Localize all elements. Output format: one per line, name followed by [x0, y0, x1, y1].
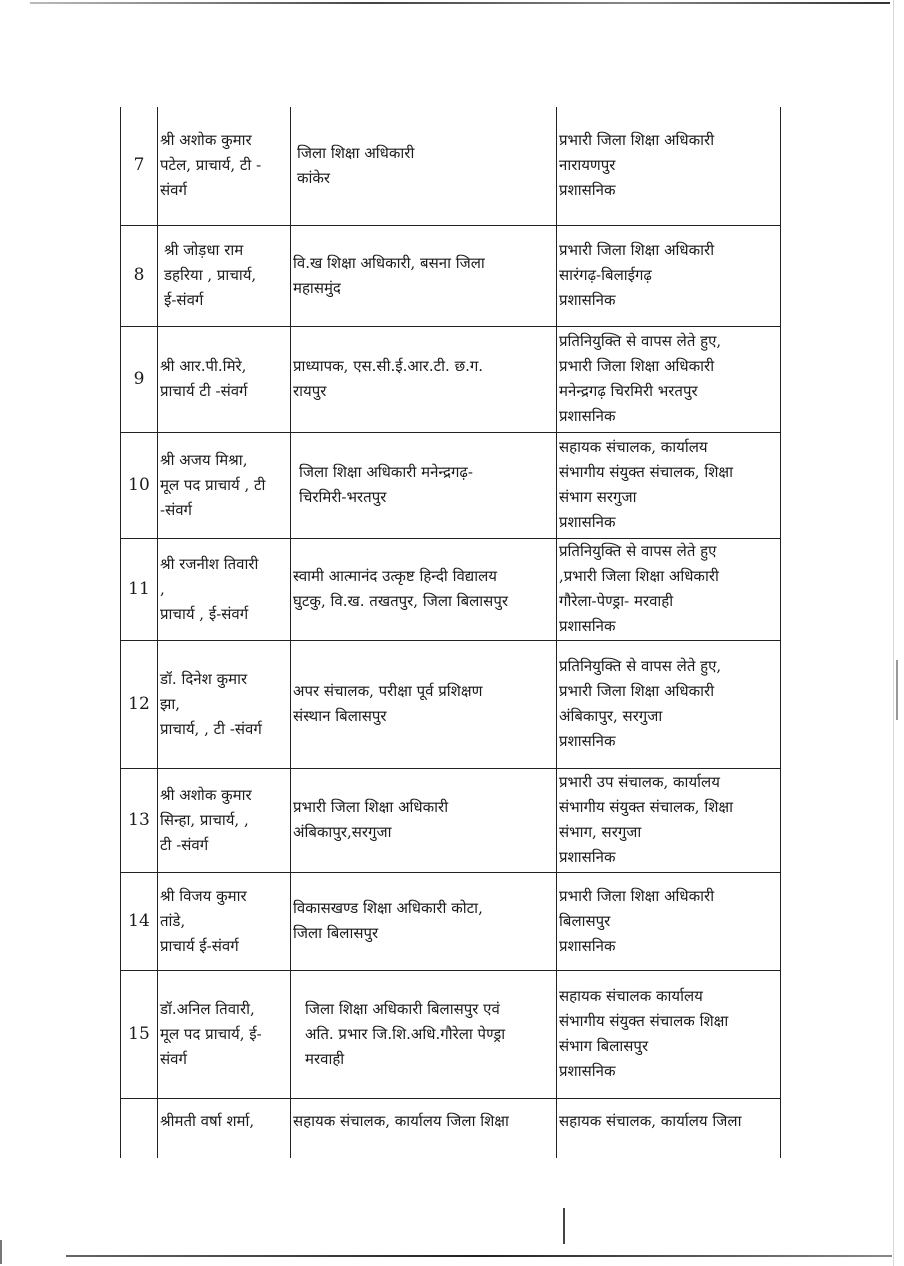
officer-name — [158, 970, 291, 1098]
new-posting-line: प्रशासनिक — [559, 1062, 616, 1080]
new-posting-line: मनेन्द्रगढ़ चिरमिरी भरतपुर — [559, 382, 698, 400]
new-posting-line: प्रशासनिक — [559, 291, 616, 309]
new-posting-line: प्रशासनिक — [559, 732, 616, 750]
scan-mark-center — [563, 1208, 565, 1244]
officer-name-line: प्राचार्य, , टी -संवर्ग — [160, 719, 262, 738]
table-row — [121, 1098, 781, 1158]
officer-name-line: श्री अशोक कुमार — [160, 131, 252, 150]
new-posting — [557, 225, 781, 326]
current-post — [291, 107, 557, 225]
current-post-line: सहायक संचालक, कार्यालय जिला शिक्षा — [293, 1111, 509, 1130]
officer-name-line: संवर्ग — [160, 181, 187, 200]
current-post — [291, 538, 557, 640]
current-post-line: चिरमिरी-भरतपुर — [299, 488, 387, 506]
current-post-line: मरवाही — [305, 1049, 345, 1068]
officer-name-line: ई-संवर्ग — [164, 291, 204, 309]
officer-name-line: श्री रजनीश तिवारी — [160, 554, 259, 573]
current-post-line: जिला शिक्षा अधिकारी मनेन्द्रगढ़- — [299, 463, 473, 481]
officer-name-line: प्राचार्य , ई-संवर्ग — [160, 604, 249, 623]
scan-border-right — [893, 0, 894, 1266]
current-post-line: वि.ख शिक्षा अधिकारी, बसना जिला — [293, 253, 485, 272]
table-body — [121, 107, 781, 1158]
new-posting — [557, 432, 781, 538]
officer-name — [158, 768, 291, 872]
officer-name — [158, 326, 291, 432]
serial-number: 15 — [121, 970, 158, 1098]
new-posting — [557, 326, 781, 432]
officer-name-line: तांडे, — [160, 911, 186, 930]
new-posting — [557, 970, 781, 1098]
new-posting — [557, 768, 781, 872]
serial-number: 13 — [121, 768, 158, 872]
new-posting-line: गौरेला-पेण्ड्रा- मरवाही — [559, 592, 674, 610]
officer-name — [158, 1098, 291, 1158]
new-posting-line: ,प्रभारी जिला शिक्षा अधिकारी — [559, 567, 719, 585]
officer-name — [158, 538, 291, 640]
serial-number: 12 — [121, 640, 158, 768]
officer-name — [158, 225, 291, 326]
serial-number: 9 — [121, 326, 158, 432]
officer-name-line: टी -संवर्ग — [160, 835, 209, 854]
current-post — [291, 768, 557, 872]
current-post-line: घुटकु, वि.ख. तखतपुर, जिला बिलासपुर — [293, 592, 508, 610]
current-post — [291, 326, 557, 432]
new-posting-line: प्रभारी जिला शिक्षा अधिकारी — [559, 886, 715, 905]
new-posting-line: संभाग सरगुजा — [559, 488, 637, 506]
officer-name-line: श्री आर.पी.मिरे, — [160, 357, 247, 375]
current-post — [291, 970, 557, 1098]
new-posting — [557, 640, 781, 768]
officer-name — [158, 107, 291, 225]
new-posting — [557, 872, 781, 970]
officer-name — [158, 432, 291, 538]
officer-name-line: झा, — [160, 694, 180, 713]
scan-border-bottom — [66, 1255, 892, 1257]
new-posting-line: प्रतिनियुक्ति से वापस लेते हुए, — [559, 657, 722, 675]
current-post-line: रायपुर — [293, 382, 327, 400]
scan-mark-left — [0, 1240, 2, 1264]
serial-number: 10 — [121, 432, 158, 538]
officer-name-line: डॉ.अनिल तिवारी, — [160, 999, 255, 1018]
officer-name-line: डॉ. दिनेश कुमार — [160, 669, 248, 688]
current-post — [291, 1098, 557, 1158]
new-posting-line: अंबिकापुर, सरगुजा — [559, 707, 663, 725]
scan-mark-right — [896, 660, 898, 720]
table-row — [121, 872, 781, 970]
new-posting-line: सहायक संचालक, कार्यालय जिला — [559, 1111, 742, 1130]
new-posting-line: प्रतिनियुक्ति से वापस लेते हुए — [559, 542, 717, 560]
officer-name-line: डहरिया , प्राचार्य, — [164, 266, 257, 284]
officer-name-line: पटेल, प्राचार्य, टी - — [160, 156, 262, 175]
serial-number: 14 — [121, 872, 158, 970]
new-posting-line: प्रशासनिक — [559, 936, 616, 955]
current-post-line: प्रभारी जिला शिक्षा अधिकारी — [293, 798, 449, 816]
officer-name — [158, 872, 291, 970]
serial-number: 8 — [121, 225, 158, 326]
current-post-line: कांकेर — [297, 168, 331, 187]
new-posting-line: प्रभारी जिला शिक्षा अधिकारी — [559, 131, 715, 150]
scan-border-top — [30, 2, 890, 4]
table-row — [121, 107, 781, 225]
officer-name-line: प्राचार्य ई-संवर्ग — [160, 936, 239, 955]
officer-name-line: श्री अशोक कुमार — [160, 785, 252, 804]
current-post-line: अपर संचालक, परीक्षा पूर्व प्रशिक्षण — [293, 682, 483, 700]
officer-name-line: श्रीमती वर्षा शर्मा, — [160, 1111, 255, 1130]
current-post-line: जिला शिक्षा अधिकारी — [297, 143, 415, 162]
current-post-line: जिला बिलासपुर — [293, 924, 379, 942]
new-posting-line: संभागीय संयुक्त संचालक, शिक्षा — [559, 798, 734, 816]
current-post-line: अति. प्रभार जि.शि.अधि.गौरेला पेण्ड्रा — [305, 1024, 506, 1043]
new-posting — [557, 538, 781, 640]
new-posting-line: प्रभारी जिला शिक्षा अधिकारी — [559, 357, 715, 375]
new-posting — [557, 1098, 781, 1158]
new-posting-line: नारायणपुर — [559, 156, 616, 175]
officer-name-line: श्री जोड़धा राम — [164, 241, 244, 259]
new-posting-line: प्रभारी जिला शिक्षा अधिकारी — [559, 682, 715, 700]
table-row — [121, 640, 781, 768]
current-post — [291, 432, 557, 538]
current-post — [291, 872, 557, 970]
new-posting-line: संभाग, सरगुजा — [559, 823, 642, 841]
serial-number: 7 — [121, 107, 158, 225]
officer-name-line: मूल पद प्राचार्य , टी — [160, 475, 266, 494]
current-post-line: प्राध्यापक, एस.सी.ई.आर.टी. छ.ग. — [293, 357, 484, 375]
officer-name — [158, 640, 291, 768]
new-posting-line: प्रभारी जिला शिक्षा अधिकारी — [559, 241, 715, 259]
new-posting-line: प्रभारी उप संचालक, कार्यालय — [559, 773, 720, 791]
new-posting-line: प्रशासनिक — [559, 617, 616, 635]
current-post — [291, 225, 557, 326]
new-posting-line: संभागीय संयुक्त संचालक शिक्षा — [559, 1012, 729, 1030]
new-posting-line: संभागीय संयुक्त संचालक, शिक्षा — [559, 463, 734, 481]
new-posting-line: प्रशासनिक — [559, 407, 616, 425]
table-row — [121, 970, 781, 1098]
table-row — [121, 768, 781, 872]
current-post-line: स्वामी आत्मानंद उत्कृष्ट हिन्दी विद्यालय — [293, 567, 497, 585]
current-post-line: संस्थान बिलासपुर — [293, 707, 387, 725]
current-post — [291, 640, 557, 768]
table-row — [121, 225, 781, 326]
new-posting-line: सहायक संचालक, कार्यालय — [559, 438, 708, 456]
officer-name-line: प्राचार्य टी -संवर्ग — [160, 382, 248, 400]
officer-name-line: सिन्हा, प्राचार्य, , — [160, 810, 249, 829]
officer-name-line: -संवर्ग — [160, 500, 192, 519]
table-row — [121, 326, 781, 432]
serial-number — [121, 1098, 158, 1158]
table-row — [121, 432, 781, 538]
table-row — [121, 538, 781, 640]
new-posting-line: सहायक संचालक कार्यालय — [559, 987, 703, 1005]
new-posting-line: सारंगढ़-बिलाईगढ़ — [559, 266, 652, 284]
current-post-line: महासमुंद — [293, 278, 341, 297]
transfer-order-table — [120, 107, 781, 1158]
current-post-line: विकासखण्ड शिक्षा अधिकारी कोटा, — [293, 899, 483, 917]
new-posting — [557, 107, 781, 225]
officer-name-line: मूल पद प्राचार्य, ई- — [160, 1024, 262, 1043]
current-post-line: अंबिकापुर,सरगुजा — [293, 823, 392, 841]
officer-name-line: श्री विजय कुमार — [160, 886, 247, 905]
new-posting-line: प्रशासनिक — [559, 848, 616, 866]
officer-name-line: श्री अजय मिश्रा, — [160, 450, 248, 469]
new-posting-line: संभाग बिलासपुर — [559, 1037, 649, 1055]
new-posting-line: बिलासपुर — [559, 911, 611, 930]
serial-number: 11 — [121, 538, 158, 640]
new-posting-line: प्रशासनिक — [559, 181, 616, 200]
officer-name-line: संवर्ग — [160, 1049, 187, 1068]
officer-name-line: , — [160, 579, 165, 598]
current-post-line: जिला शिक्षा अधिकारी बिलासपुर एवं — [305, 999, 500, 1018]
new-posting-line: प्रशासनिक — [559, 513, 616, 531]
new-posting-line: प्रतिनियुक्ति से वापस लेते हुए, — [559, 332, 722, 350]
